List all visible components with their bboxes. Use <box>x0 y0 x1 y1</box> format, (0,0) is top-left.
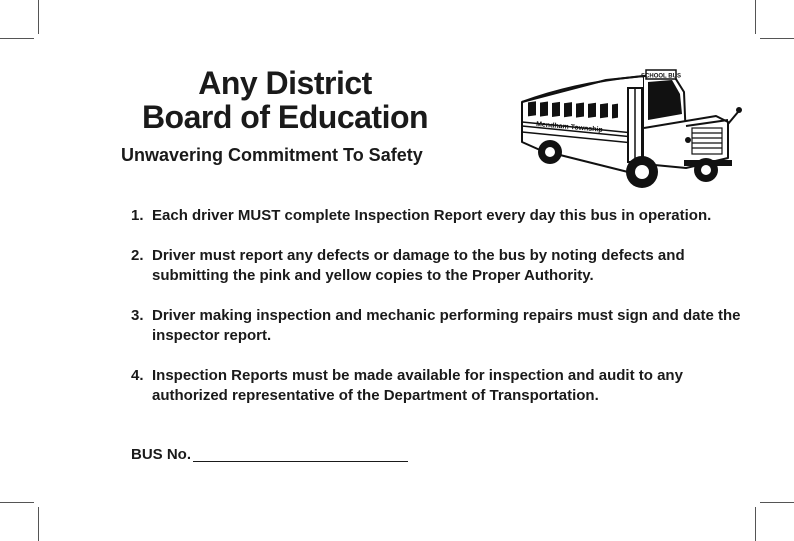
bus-roof-sign: SCHOOL BUS <box>641 73 681 80</box>
rule-text: Inspection Reports must be made available for inspection and audit to any authorized representative of the Department of Transportation. <box>152 367 683 404</box>
rule-text: Driver making inspection and mechanic performing repairs must sign and date the inspector report. <box>152 307 741 344</box>
page-subtitle: Unwavering Commitment To Safety <box>121 145 423 165</box>
rules-list <box>128 206 748 426</box>
rule-item <box>128 366 748 406</box>
rule-text: Driver must report any defects or damage to the bus by noting defects and submitting the pink and yellow copies to the Proper Authority. <box>152 247 685 284</box>
crop-mark-top-left-horizontal <box>0 38 34 39</box>
page-title <box>100 66 470 134</box>
crop-mark-bottom-left-horizontal <box>0 502 34 503</box>
rule-item <box>128 306 748 346</box>
title-line-2: Board of Education <box>141 99 429 135</box>
crop-mark-top-right-vertical <box>755 0 756 34</box>
rule-number: 1. <box>131 207 144 224</box>
rule-item <box>128 246 748 286</box>
crop-mark-top-right-horizontal <box>760 38 794 39</box>
bus-number-blank-line[interactable] <box>193 461 408 462</box>
crop-mark-bottom-left-vertical <box>38 507 39 541</box>
rule-item <box>128 206 748 226</box>
crop-mark-bottom-right-horizontal <box>760 502 794 503</box>
title-line-1: Any District <box>198 65 372 101</box>
school-bus-illustration <box>516 68 746 196</box>
bus-number-label: BUS No. <box>131 446 191 463</box>
bus-side-text: Mendham Township <box>535 121 603 134</box>
rule-number: 3. <box>131 307 144 324</box>
rule-text: Each driver MUST complete Inspection Report every day this bus in operation. <box>152 207 712 224</box>
rule-number: 2. <box>131 247 144 264</box>
crop-mark-top-left-vertical <box>38 0 39 34</box>
crop-mark-bottom-right-vertical <box>755 507 756 541</box>
rule-number: 4. <box>131 367 144 384</box>
